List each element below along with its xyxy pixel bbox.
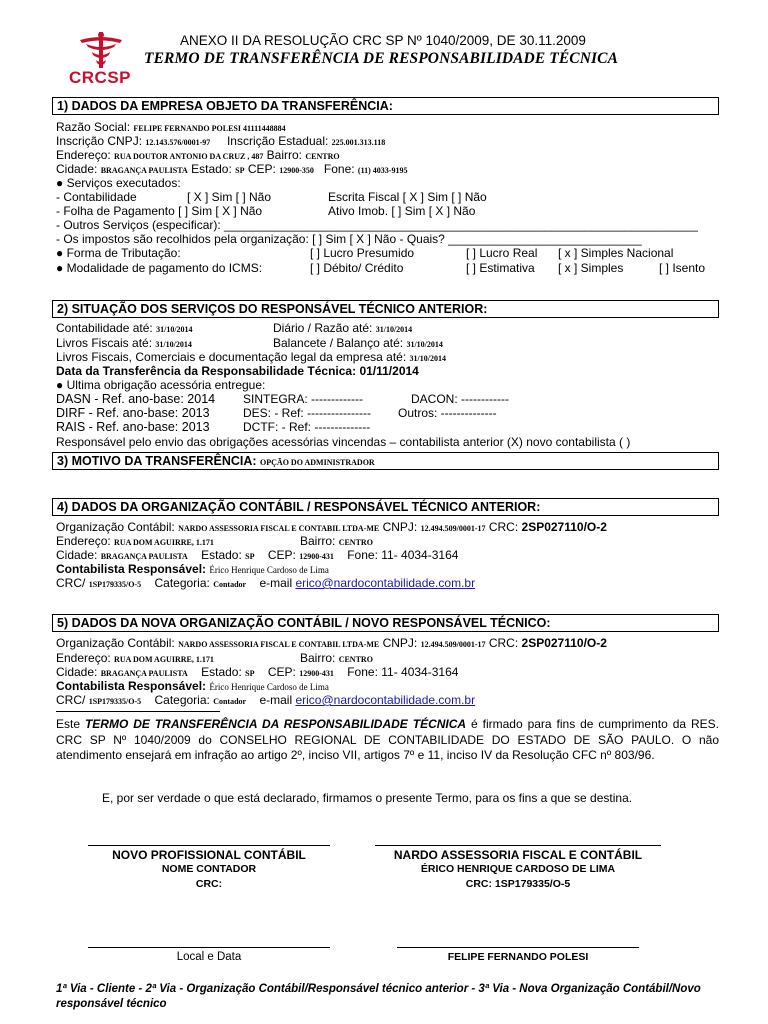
s4-cep-value: 12900-431 [299, 552, 334, 561]
diario-value: 31/10/2014 [375, 325, 413, 334]
diario-label: Diário / Razão até: [273, 321, 373, 335]
left-signature-name: NOME CONTADOR [161, 863, 257, 875]
s5-cidade-label: Cidade: [56, 665, 98, 679]
s4-estado-value: SP [245, 552, 255, 561]
s4-endereco-label: Endereço: [56, 534, 111, 548]
s4-cnpj-label: CNPJ: [382, 520, 418, 534]
s4-cidade-label: Cidade: [56, 548, 98, 562]
s5-categoria-value: Contador [213, 697, 247, 706]
outros-servicos-row: - Outros Serviços (especificar): _______________________________________________________________________ [56, 218, 698, 232]
razao-label: Razão Social: [56, 120, 131, 134]
s4-contabilista-row [56, 562, 329, 576]
signature-line-left [88, 845, 330, 846]
s5-fone: Fone: 11- 4034-3164 [347, 665, 459, 679]
s4-estado-label: Estado: [201, 548, 242, 562]
s4-email-link[interactable]: erico@nardocontabilidade.com.br [295, 576, 476, 590]
s4-endereco-value: RUA DOM AGUIRRE, 1.171 [114, 538, 214, 547]
logo-text: CRCSP [69, 68, 132, 87]
declaration-rest: é firmado para fins de cumprimento da RES. CRC SP Nº 1040/2009 do CONSELHO REGIONAL DE CONTABILIDADE DO ESTADO DE SÃO PAULO. O não atendimento ensejará em infração ao artigo 2º, inciso VII, artigos 7º e 11, inciso IV da Resolução CFC nº 803/96. [56, 717, 719, 762]
signature-line-right [375, 845, 661, 846]
s4-org-label: Organização Contábil: [56, 520, 175, 534]
left-signature-title: NOVO PROFISSIONAL CONTÁBIL [112, 848, 306, 862]
section3-heading [52, 452, 719, 470]
s4-categoria-value: Contador [213, 580, 247, 589]
s5-cidade-row [56, 665, 458, 679]
document-title: TERMO DE TRANSFERÊNCIA DE RESPONSABILIDADE TÉCNICA [144, 50, 619, 67]
ie-label: Inscrição Estadual: [226, 134, 329, 148]
dasn-row: DASN - Ref. ano-base: 2014 [56, 392, 216, 406]
fone-label: Fone: [323, 162, 355, 176]
s5-cidade-value: BRAGANÇA PAULISTA [100, 669, 188, 678]
s5-bairro-value: CENTRO [338, 655, 373, 664]
livros-fiscais-value: 31/10/2014 [155, 340, 192, 349]
footer-vias: 1ª Via - Cliente - 2ª Via - Organização Contábil/Responsável técnico anterior - 3ª Via - Nova Organização Contábil/Novo responsável técnico [56, 983, 701, 1010]
s4-org-value: NARDO ASSESSORIA FISCAL E CONTABIL LTDA-ME [178, 524, 380, 533]
section3-label: 3) MOTIVO DA TRANSFERÊNCIA: [57, 454, 257, 468]
s4-cnpj-value: 12.494.509/0001-17 [420, 524, 486, 533]
bairro-label: Bairro: [266, 148, 303, 162]
data-transferencia: Data da Transferência da Responsabilidade Técnica: 01/11/2014 [56, 364, 419, 378]
s5-cep-value: 12900-431 [299, 669, 334, 678]
estado-value: SP [235, 166, 245, 175]
diario-row [273, 321, 412, 335]
declaration-verdade: E, por ser verdade o que está declarado, firmamos o presente Termo, para os fins a que se destina. [102, 791, 633, 805]
s5-endereco-row [56, 651, 214, 665]
cidade-row [56, 162, 407, 176]
contabilidade-options: [ X ] Sim [ ] Não [187, 190, 272, 204]
s4-fone: Fone: 11- 4034-3164 [347, 548, 459, 562]
s5-contabilista-label: Contabilista Responsável: [56, 679, 207, 693]
right-signature-title: NARDO ASSESSORIA FISCAL E CONTÁBIL [393, 848, 643, 862]
contabilidade-label: - Contabilidade [56, 190, 137, 204]
endereco-row [56, 148, 340, 162]
cep-value: 12900-350 [279, 166, 314, 175]
section5-heading: 5) DADOS DA NOVA ORGANIZAÇÃO CONTÁBIL / NOVO RESPONSÁVEL TÉCNICO: [52, 614, 719, 632]
ultima-obrigacao: ● Ultima obrigação acessória entregue: [56, 378, 266, 392]
contabilidade-row [56, 190, 137, 204]
sintegra: SINTEGRA: ------------- [243, 392, 363, 406]
contabilidade-ate-value: 31/10/2014 [156, 325, 193, 334]
section4-heading: 4) DADOS DA ORGANIZAÇÃO CONTÁBIL / RESPONSÁVEL TÉCNICO ANTERIOR: [52, 498, 719, 516]
balancete-value: 31/10/2014 [406, 340, 443, 349]
s5-email-link[interactable]: erico@nardocontabilidade.com.br [295, 693, 476, 707]
s5-org-value: NARDO ASSESSORIA FISCAL E CONTABIL LTDA-ME [178, 640, 380, 649]
icms-row: ● Modalidade de pagamento do ICMS: [56, 261, 263, 275]
contabilidade-ate-label: Contabilidade até: [56, 321, 153, 335]
s4-org-row [56, 520, 607, 534]
s5-endereco-value: RUA DOM AGUIRRE, 1.171 [114, 655, 214, 664]
fone-value: (11) 4033-9195 [357, 166, 408, 175]
s4-bairro-label: Bairro: [300, 534, 336, 548]
cnpj-value: 12.143.576/0001-97 [145, 138, 211, 147]
s5-contabilista-value: Érico Henrique Cardoso de Lima [209, 682, 329, 692]
s5-org-label: Organização Contábil: [56, 636, 175, 650]
declaration-paragraph [56, 717, 719, 764]
right-signature-crc: CRC: 1SP179335/O-5 [465, 878, 571, 890]
s5-crc-value: 2SP027110/O-2 [521, 636, 607, 650]
isento-option: [ ] Isento [659, 261, 706, 275]
s4-crc2-value: 1SP179335/O-5 [88, 580, 142, 589]
simples-option: [ x ] Simples [558, 261, 624, 275]
ie-value: 225.001.313.118 [331, 138, 386, 147]
dirf-row: DIRF - Ref. ano-base: 2013 [56, 406, 210, 420]
s4-cep-label: CEP: [267, 548, 296, 562]
s5-crc-label: CRC: [488, 636, 519, 650]
livros-comerciais-row [56, 350, 446, 364]
contabilidade-ate-row [56, 321, 193, 335]
tributacao-row: ● Forma de Tributação: [56, 246, 181, 260]
left-signature-crc: CRC: [195, 878, 223, 890]
outros-obrigacoes: Outros: -------------- [398, 406, 497, 420]
section2-heading: 2) SITUAÇÃO DOS SERVIÇOS DO RESPONSÁVEL TÉCNICO ANTERIOR: [52, 300, 719, 318]
lucro-real-option: [ ] Lucro Real [466, 246, 538, 260]
felipe-signature-line [397, 947, 639, 948]
debito-credito-option: [ ] Débito/ Crédito [310, 261, 404, 275]
s5-categoria-label: Categoria: [154, 693, 210, 707]
s4-contabilista-label: Contabilista Responsável: [56, 562, 207, 576]
lucro-presumido-option: [ ] Lucro Presumido [310, 246, 415, 260]
s5-cnpj-label: CNPJ: [382, 636, 418, 650]
endereco-label: Endereço: [56, 148, 111, 162]
dacon: DACON: ------------ [411, 392, 509, 406]
s5-crc2-label: CRC/ [56, 693, 86, 707]
s5-org-row [56, 636, 607, 650]
s5-crc-row [56, 693, 475, 707]
livros-comerciais-label: Livros Fiscais, Comerciais e documentação legal da empresa até: [56, 350, 407, 364]
estado-label: Estado: [191, 162, 232, 176]
declaration-este: Este [56, 717, 81, 731]
responsavel-envio: Responsável pelo envio das obrigações acessórias vincendas – contabilista anterior (X) novo contabilista ( ) [56, 435, 631, 449]
rais-row: RAIS - Ref. ano-base: 2013 [56, 420, 210, 434]
s4-email-label: e-mail [259, 576, 293, 590]
declaration-termo: TERMO DE TRANSFERÊNCIA DA RESPONSABILIDADE TÉCNICA [84, 717, 467, 731]
bairro-value: CENTRO [305, 152, 340, 161]
endereco-value: RUA DOUTOR ANTONIO DA CRUZ , 487 [114, 152, 264, 161]
annex-title: ANEXO II DA RESOLUÇÃO CRC SP Nº 1040/2009, DE 30.11.2009 [180, 33, 586, 48]
s5-email-label: e-mail [259, 693, 293, 707]
s4-crc-value: 2SP027110/O-2 [521, 520, 607, 534]
s5-estado-value: SP [245, 669, 255, 678]
cep-label: CEP: [247, 162, 276, 176]
s4-crc-row [56, 576, 475, 590]
s5-bairro-row [300, 651, 373, 665]
servicos-title: ● Serviços executados: [56, 176, 181, 190]
s4-bairro-value: CENTRO [338, 538, 373, 547]
section1-heading: 1) DADOS DA EMPRESA OBJETO DA TRANSFERÊNCIA: [52, 97, 719, 115]
balancete-row [273, 336, 443, 350]
s4-crc-label: CRC: [488, 520, 519, 534]
right-signature-name: ÉRICO HENRIQUE CARDOSO DE LIMA [420, 863, 616, 875]
local-data-label: Local e Data [176, 951, 242, 963]
s5-bairro-label: Bairro: [300, 651, 336, 665]
ativo-imob-options: Ativo Imob. [ ] Sim [ X ] Não [328, 204, 476, 218]
s5-contabilista-row [56, 679, 329, 693]
s4-categoria-label: Categoria: [154, 576, 210, 590]
balancete-label: Balancete / Balanço até: [273, 336, 404, 350]
razao-value: FELIPE FERNANDO POLESI 41111448884 [133, 124, 286, 133]
separator-line [56, 711, 220, 712]
local-data-line [88, 947, 330, 948]
s5-estado-label: Estado: [201, 665, 242, 679]
felipe-signature-name: FELIPE FERNANDO POLESI [447, 951, 589, 963]
s4-cidade-row [56, 548, 458, 562]
motivo-value: OPÇÃO DO ADMINISTRADOR [260, 458, 375, 467]
dctf: DCTF: - Ref: -------------- [243, 420, 371, 434]
s4-crc2-label: CRC/ [56, 576, 86, 590]
impostos-row: - Os impostos são recolhidos pela organização: [ ] Sim [ X ] Não - Quais? _____________________________ [56, 232, 642, 246]
cidade-value: BRAGANÇA PAULISTA [100, 166, 188, 175]
s5-cep-label: CEP: [267, 665, 296, 679]
folha-row: - Folha de Pagamento [ ] Sim [ X ] Não [56, 204, 263, 218]
livros-comerciais-value: 31/10/2014 [409, 354, 446, 363]
estimativa-option: [ ] Estimativa [466, 261, 535, 275]
s4-endereco-row [56, 534, 214, 548]
cidade-label: Cidade: [56, 162, 98, 176]
escrita-fiscal-options: Escrita Fiscal [ X ] Sim [ ] Não [328, 190, 487, 204]
s5-crc2-value: 1SP179335/O-5 [88, 697, 142, 706]
livros-fiscais-row [56, 336, 192, 350]
inscricao-row [56, 134, 385, 148]
simples-nacional-option: [ x ] Simples Nacional [558, 246, 674, 260]
livros-fiscais-label: Livros Fiscais até: [56, 336, 153, 350]
cnpj-label: Inscrição CNPJ: [56, 134, 143, 148]
s4-cidade-value: BRAGANÇA PAULISTA [100, 552, 188, 561]
des: DES: - Ref: ---------------- [243, 406, 371, 420]
s4-bairro-row [300, 534, 373, 548]
s4-contabilista-value: Érico Henrique Cardoso de Lima [209, 565, 329, 575]
s5-cnpj-value: 12.494.509/0001-17 [420, 640, 486, 649]
s5-endereco-label: Endereço: [56, 651, 111, 665]
razao-social-row [56, 120, 286, 134]
